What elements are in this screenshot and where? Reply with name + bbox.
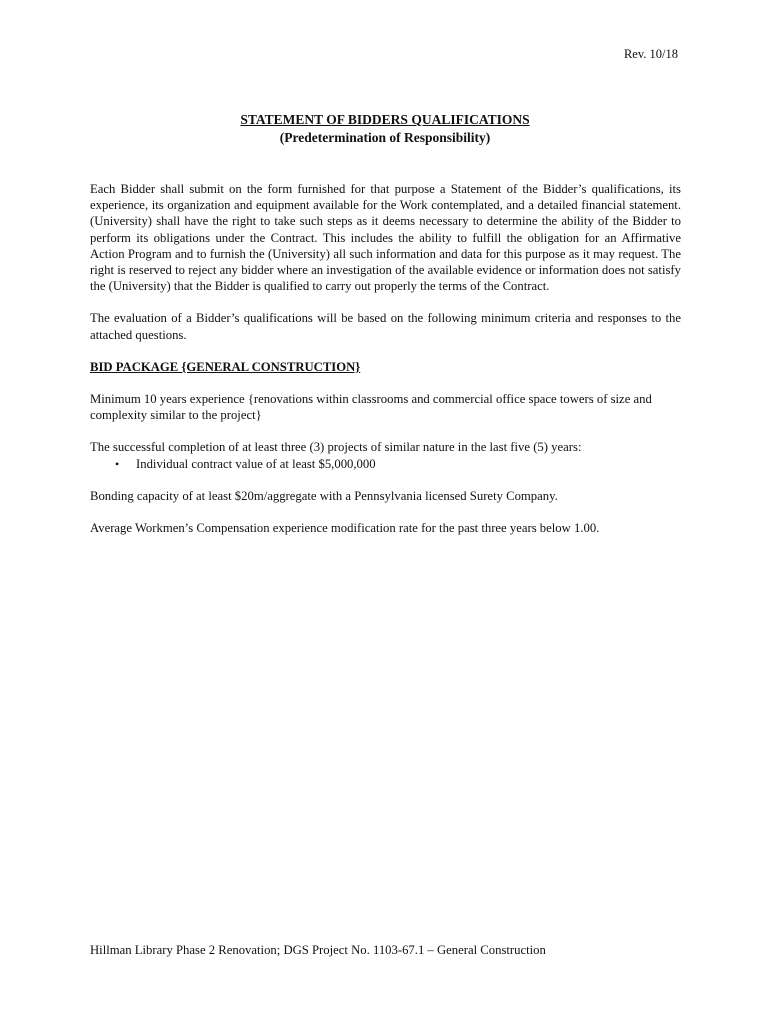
intro-paragraph: Each Bidder shall submit on the form furnished for that purpose a Statement of the Bidder’s qualifications, its experience, its organization and equipment available for the Work contemplated, and a detailed financial statement. (University) shall have the right to take such steps as it deems necessary to determine the ability of the Bidder to perform its obligations under the Contract. This includes the ability to fulfill the obligation for an Affirmative Action Program and to furnish the (University) all such information and data for this purpose as it may request. The right is reserved to reject any bidder where an investigation of the available evidence or information does not satisfy the (University) that the Bidder is qualified to carry out properly the terms of the Contract. xyxy=(90,182,681,294)
bullet-icon: • xyxy=(115,456,120,471)
document-subtitle: (Predetermination of Responsibility) xyxy=(279,130,491,145)
bullet-text: Individual contract value of at least $5,000,000 xyxy=(136,456,376,471)
section-heading: BID PACKAGE {GENERAL CONSTRUCTION} xyxy=(90,359,361,374)
revision-label: Rev. 10/18 xyxy=(623,47,678,61)
list-item xyxy=(90,456,681,472)
document-body xyxy=(90,181,681,552)
page-footer: Hillman Library Phase 2 Renovation; DGS Project No. 1103-67.1 – General Construction xyxy=(90,943,546,957)
criteria-bullet-list xyxy=(90,456,681,472)
document-title: STATEMENT OF BIDDERS QUALIFICATIONS xyxy=(240,112,530,127)
evaluation-paragraph: The evaluation of a Bidder’s qualifications will be based on the following minimum criteria and responses to the attached questions. xyxy=(90,311,681,342)
projects-paragraph: The successful completion of at least three (3) projects of similar nature in the last five (5) years: xyxy=(90,440,582,455)
experience-paragraph: Minimum 10 years experience {renovations within classrooms and commercial office space towers of size and complexity similar to the project} xyxy=(90,392,652,423)
bonding-paragraph: Bonding capacity of at least $20m/aggregate with a Pennsylvania licensed Surety Company. xyxy=(90,488,558,503)
workmen-paragraph: Average Workmen’s Compensation experience modification rate for the past three years below 1.00. xyxy=(90,521,600,536)
title-block xyxy=(0,111,770,147)
